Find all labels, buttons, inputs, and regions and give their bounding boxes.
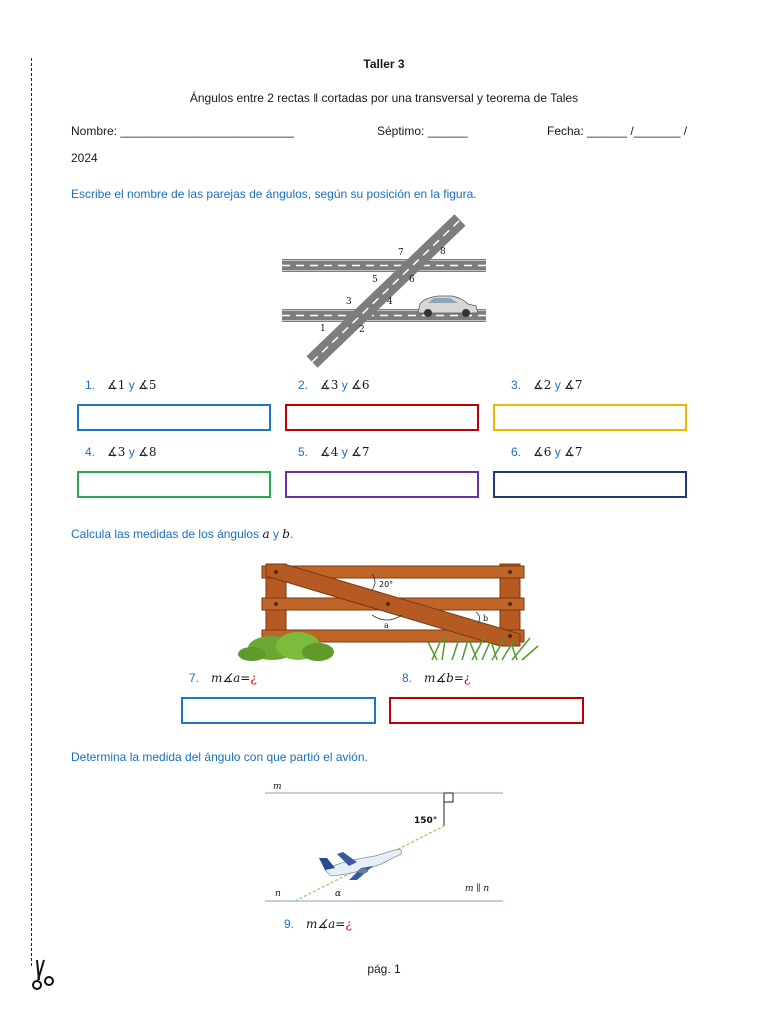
section2-instruction: Calcula las medidas de los ángulos a y b. [71,527,294,541]
answer-box-8[interactable] [389,697,584,724]
figure-num-8: 8 [440,247,446,257]
label-n: n [275,889,281,899]
date-field[interactable]: Fecha: ______ /_______ / [547,124,688,138]
cut-line [31,58,32,966]
question-5: 5. ∡4 y ∡7 [298,445,370,459]
page-number: pág. 1 [367,962,401,976]
answer-box-2[interactable] [285,404,479,431]
figure-num-5: 5 [372,275,378,285]
grade-field[interactable]: Séptimo: ______ [377,124,468,138]
parallel-label: m ∥ n [465,884,490,894]
fence-figure [232,560,542,663]
fence-angle-b: b [483,614,489,623]
fence-angle-20: 20° [379,580,394,589]
label-m: m [273,782,282,792]
question-6: 6. ∡6 y ∡7 [511,445,583,459]
name-field[interactable]: Nombre: __________________________ [71,124,294,138]
question-3: 3. ∡2 y ∡7 [511,378,583,392]
question-4: 4. ∡3 y ∡8 [85,445,157,459]
year-text: 2024 [71,151,98,165]
question-8: 8. m∡b=¿ [402,671,471,685]
question-2: 2. ∡3 y ∡6 [298,378,370,392]
answer-box-1[interactable] [77,404,271,431]
answer-box-7[interactable] [181,697,376,724]
figure-num-1: 1 [320,324,326,334]
figure-num-2: 2 [359,325,365,335]
question-9: 9. m∡a=¿ [284,917,352,931]
figure-num-3: 3 [346,297,352,307]
worksheet-subtitle: Ángulos entre 2 rectas ‖ cortadas por una transversal y teorema de Tales [189,91,579,105]
figure-num-6: 6 [409,275,415,285]
answer-box-5[interactable] [285,471,479,498]
question-7: 7. m∡a=¿ [189,671,257,685]
worksheet-title: Taller 3 [363,57,405,71]
answer-box-4[interactable] [77,471,271,498]
section3-instruction: Determina la medida del ángulo con que partió el avión. [71,750,368,764]
airplane-figure [265,778,505,906]
roads-figure [282,214,488,368]
answer-box-6[interactable] [493,471,687,498]
airplane-icon [319,850,401,881]
angle-alpha: α [335,889,342,899]
figure-num-7: 7 [398,248,404,258]
fence-angle-a: a [384,621,389,630]
answer-box-3[interactable] [493,404,687,431]
section1-instruction: Escribe el nombre de las parejas de ángulos, según su posición en la figura. [71,187,477,201]
figure-num-4: 4 [387,297,393,307]
question-1: 1. ∡1 y ∡5 [85,378,157,392]
angle-150: 150° [414,816,438,826]
